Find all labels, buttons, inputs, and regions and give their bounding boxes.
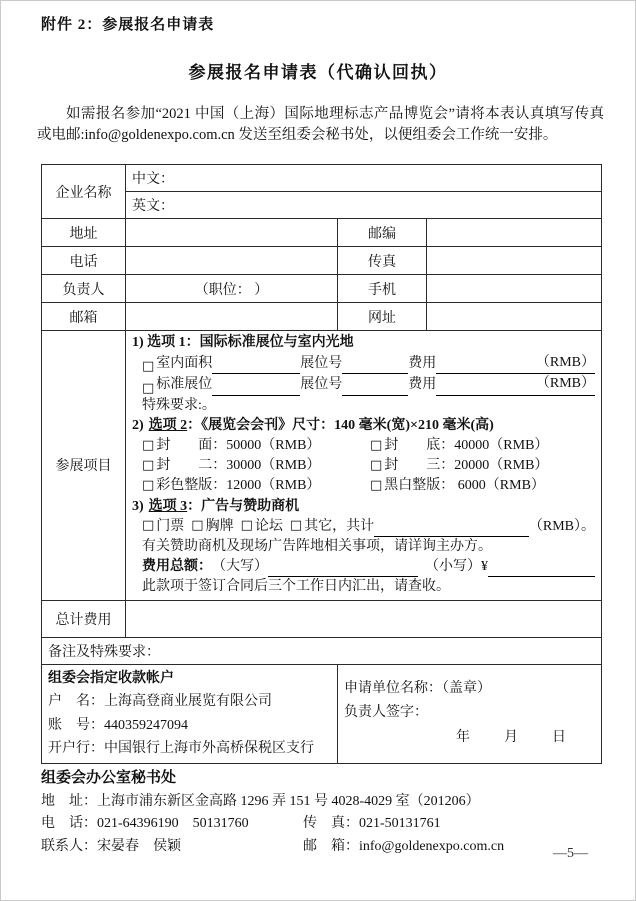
booth-number-blank[interactable] [342,395,408,396]
inside-back-option: 封 三：20000（RMB） [384,458,549,474]
bw-page-option: 黑白整版： 6000（RMB） [384,478,545,494]
checkbox-icon[interactable]: □ [142,359,155,375]
mobile-field[interactable] [427,275,602,303]
company-name-cn-field[interactable] [126,165,602,192]
ticket-option: 门票 [156,518,185,534]
postcode-field[interactable] [427,219,602,247]
secretariat-heading: 组委会办公室秘书处 [41,770,177,786]
exhibit-items-label: 参展项目 [42,331,126,601]
checkbox-icon[interactable]: □ [142,518,155,534]
option3-heading [132,497,595,517]
company-name-en-label: 英文： [132,199,174,214]
checkbox-icon[interactable]: □ [142,478,155,494]
sponsorship-options-line [142,517,595,537]
option1-standard-line [142,374,595,395]
checkbox-icon[interactable]: □ [142,437,155,453]
company-name-row [42,165,602,192]
payment-account-cell [42,664,338,763]
checkbox-icon[interactable]: □ [191,518,204,534]
fax-field[interactable] [427,247,602,275]
account-name: 户 名：上海高登商业展览有限公司 [48,694,272,710]
applicant-signature-label: 负责人签字： [344,705,428,721]
total-fee-field[interactable] [126,600,602,637]
applicant-date-label: 年 月 日 [456,730,568,746]
company-name-en-row [42,192,602,219]
rmb-label: （RMB） [535,376,596,392]
standard-booth-label: 标准展位 [156,377,213,393]
indoor-area-label: 室内面积 [156,356,213,372]
account-bank: 开户行：中国银行上海市外高桥保税区支行 [48,741,314,757]
option3-number: 3) [132,498,144,514]
fax-label: 传真 [338,247,427,275]
registration-form-table [41,164,602,764]
booth-number-label: 展位号 [300,356,343,372]
rmb-label: （RMB）。 [528,518,596,534]
option2-heading [132,416,595,436]
company-name-cn-label: 中文： [132,172,174,187]
phone-field[interactable] [126,247,338,275]
secretariat-email: 邮 箱：info@goldenexpo.com.cn [303,838,505,854]
exhibit-items-row [42,331,602,601]
remarks-label: 备注及特殊要求： [48,644,160,660]
option1-indoor-line [142,353,595,374]
journal-inside-row [142,456,595,476]
checkbox-icon[interactable]: □ [142,380,155,396]
payment-account-heading: 组委会指定收款帐户 [48,670,174,686]
secretariat-phone: 电 话：021-64396190 50131760 [41,816,249,831]
total-fee-label: 总计费用 [42,600,126,637]
fee-label: 费用 [408,377,437,393]
email-field[interactable] [126,303,338,331]
total-amount-label: 费用总额： [142,559,212,575]
checkbox-icon[interactable]: □ [370,437,383,453]
secretariat-footer [41,767,603,858]
email-row [42,303,602,331]
checkbox-icon[interactable]: □ [370,478,383,494]
website-field[interactable] [427,303,602,331]
fee-label: 费用 [408,356,437,372]
color-page-option: 彩色整版：12000（RMB） [156,478,321,494]
standard-booth-blank[interactable] [212,395,300,396]
address-label: 地址 [42,219,126,247]
option1-heading: 1) 选项 1：国际标准展位与室内光地 [132,335,354,350]
badge-option: 胸牌 [205,518,234,534]
secretariat-contact: 联系人：宋晏春 侯颖 [41,838,181,854]
account-number: 账 号：440359247094 [48,717,188,733]
contact-person-row [42,275,602,303]
amount-in-figures-label: （小写）¥ [425,559,488,575]
remarks-field[interactable] [42,637,602,664]
fee-blank[interactable] [436,353,595,374]
fee-blank[interactable] [436,374,595,395]
website-label: 网址 [338,303,427,331]
exhibit-items-content [126,331,602,601]
journal-page-row [142,476,595,496]
contact-person-field[interactable]: （职位： ） [126,275,338,303]
address-row [42,219,602,247]
applicant-cell [338,664,602,763]
checkbox-icon[interactable]: □ [289,518,303,534]
company-name-label: 企业名称 [42,165,126,219]
inside-front-option: 封 二：30000（RMB） [156,458,321,474]
secretariat-fax: 传 真：021-50131761 [303,816,441,831]
secretariat-phone-fax-row [41,813,603,836]
payment-note: 此款项于签订合同后三个工作日内汇出，请查收。 [142,579,450,595]
rmb-label: （RMB） [535,355,596,371]
booth-number-blank[interactable] [342,373,408,374]
option2-rest: ：《展览会会刊》尺寸：140 毫米(宽)×210 毫米(高) [187,417,494,433]
option2-number: 2) [132,417,144,433]
indoor-area-blank[interactable] [212,373,300,374]
option2-underlined: 选项 2 [148,417,188,433]
amount-in-words-label: （大写） [212,559,268,575]
checkbox-icon[interactable]: □ [240,518,253,534]
email-label: 邮箱 [42,303,126,331]
booth-number-label: 展位号 [300,377,343,393]
journal-cover-row [142,436,595,456]
mobile-label: 手机 [338,275,427,303]
account-row [42,664,602,763]
attachment-heading: 附件 2：参展报名申请表 [41,17,215,33]
checkbox-icon[interactable]: □ [142,457,155,473]
back-cover-option: 封 底：40000（RMB） [384,438,549,454]
total-fee-row [42,600,602,637]
company-name-en-field[interactable] [126,192,602,219]
phone-label: 电话 [42,247,126,275]
page-number: —5— [553,846,588,861]
special-requirements-line: 特殊要求:。 [142,397,216,413]
page-title: 参展报名申请表（代确认回执） [188,63,448,82]
checkbox-icon[interactable]: □ [370,457,383,473]
address-field[interactable] [126,219,338,247]
applicant-org-label: 申请单位名称：（盖章） [344,681,491,697]
secretariat-contact-email-row [41,836,603,859]
forum-option: 论坛 [254,518,283,534]
front-cover-option: 封 面：50000（RMB） [156,438,321,454]
phone-row [42,247,602,275]
amount-in-figures-blank[interactable] [488,576,595,577]
sponsorship-note: 有关赞助商机及现场广告阵地相关事项，请详询主办方。 [142,539,492,555]
intro-paragraph: 如需报名参加“2021 中国（上海）国际地理标志产品博览会”请将本表认真填写传真或电邮:info@goldenexpo.com.cn 发送至组委会秘书处，以便组委会工作统一安排。 [37,106,604,143]
secretariat-address: 地 址：上海市浦东新区金高路 1296 弄 151 号 4028-4029 室（201206） [41,793,480,809]
contact-person-label: 负责人 [42,275,126,303]
remarks-row [42,637,602,664]
option3-underlined: 选项 3 [148,498,188,514]
total-amount-line [142,557,595,577]
postcode-label: 邮编 [338,219,427,247]
option3-rest: ：广告与赞助商机 [187,498,300,514]
other-option: 其它，共计 [304,518,375,534]
